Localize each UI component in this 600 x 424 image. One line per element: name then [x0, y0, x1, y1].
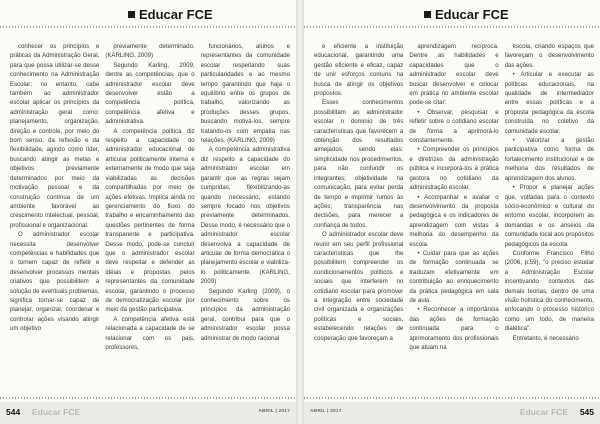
text-columns	[10, 42, 290, 398]
header-brand: Educar FCE	[435, 6, 509, 22]
footer-date: ABRIL | 2017	[258, 409, 290, 414]
paragraph: previamente determinado. (KARLING, 2009)	[105, 43, 195, 60]
paragraph: • Valorizar a gestão participativa como forma de fortalecimento institucional e de melhoria dos resultados de aprendizagem dos alunos.	[504, 137, 594, 182]
paragraph: Conforme Francisco Filho (2006, p.59), "o preciso estudar a Administração Escolar incentivando contextos das demais teorias, dentro de uma visão holística do conhecimento, enfocando o processo histórico como um todo, de maneira dialética".	[504, 249, 594, 333]
column-3	[505, 42, 594, 398]
paragraph: • Acompanhar e avaliar o desenvolvimento da proposta pedagógica e os indicadores de aprendizagem com vistas à melhoria do desempenho da escola.	[409, 193, 499, 248]
page-number: 545	[579, 407, 594, 417]
paragraph: O administrador escolar deve reunir em seu perfil profissional características que lhe possibilitem compreender os condicionamentos políticos e sociais que interferem no cotidiano escolar para promover a integração entre sociedade civil organizada e organizações políticas e sociais, estabelecendo relações de cooperação que favoreçam a	[314, 231, 404, 342]
page-header	[424, 6, 509, 22]
column-1	[314, 42, 403, 398]
header-brand: Educar FCE	[139, 6, 213, 22]
column-3	[201, 42, 290, 398]
paragraph: Segundo Karling, 2009, dentre as competências, que o administrador escolar deve desenvolver estão a competência política, competência afetiva e administrativa.	[105, 61, 195, 126]
paragraph: • Observar, pesquisar e refletir sobre o cotidiano escolar de forma a aprimorá-lo constantemente.	[409, 108, 499, 145]
paragraph: • Cuidar para que as ações de formação continuada se traduzam efetivamente em contribuição ao enriquecimento da prática pedagógica em sala de aula.	[409, 249, 499, 304]
footer-brand: Educar FCE	[32, 407, 81, 417]
dotted-rule	[0, 26, 296, 28]
dotted-rule	[0, 397, 296, 399]
column-1	[10, 42, 99, 398]
dotted-rule	[304, 26, 600, 28]
page-header	[128, 6, 213, 22]
paragraph: funcionários, alunos e representantes da comunidade escolar respeitando suas particularidades e ao mesmo tempo garantindo que haja o equilíbrio entre os grupos de trabalho, valorizando as produções desses grupos, buscando motivá-los, sempre tratando-os com empatia nas relações. (KARLING, 2009)	[200, 43, 290, 145]
paragraph: • Compreender os princípios e diretrizes da administração pública e incorporá-los à prática gestora no cotidiano da administração escolar.	[409, 146, 499, 192]
column-2	[105, 42, 194, 398]
paragraph: Segundo Karling (2009), o conhecimento sobre os princípios da administração geral, contribui para que o administrador escolar possa administrar de modo racional	[200, 287, 290, 342]
square-icon	[424, 11, 431, 18]
footer-date: ABRIL | 2017	[310, 409, 342, 414]
paragraph: O administrador escolar necessita desenvolver competências e habilidades que o tornem capaz de refletir e desenvolver processos mentais criativos que possibilitem a solução de eventuais problemas, significa tornar-se capaz de planejar, organizar, coordenar e controlar ações visando atingir um objetivo	[10, 231, 100, 333]
paragraph: e eficiente a instituição educacional, garantindo uma gestão eficiente e eficaz, capaz de unir esforços comuns na busca de atingir os objetivos propostos.	[314, 43, 404, 98]
right-page	[304, 0, 600, 424]
paragraph: Entretanto, é necessário	[512, 334, 579, 342]
left-page	[0, 0, 296, 424]
page-footer	[0, 402, 296, 424]
page-number: 544	[6, 407, 21, 417]
paragraph: • Reconhecer a importância das ações de formação continuada para o aprimoramento dos profissionais que atuam na	[409, 306, 499, 351]
page-footer	[304, 402, 600, 424]
square-icon	[128, 11, 135, 18]
dotted-rule	[304, 397, 600, 399]
paragraph: A competência administrativa diz respeito a capacidade do administrador escolar em garantir que as regras sejam cumpridas, flexibilizando-as quando necessário, estando sempre focado nos objetivos previamente determinados. Desse modo, é necessário que o administrador escolar desenvolva a capacidade de articular de forma democrática o planejamento escolar e viabiliza-lo politicamente. (KARLING, 2009)	[200, 146, 290, 286]
footer-brand: Educar FCE	[519, 407, 568, 417]
column-2	[409, 42, 498, 398]
paragraph: escola, criando espaços que favoreçam o desenvolvimento das ações.	[504, 43, 594, 69]
text-columns	[314, 42, 594, 398]
paragraph: A competência afetiva está relacionada a capacidade de se relacionar com os pais, professores,	[105, 315, 195, 351]
paragraph: • Articular e executar as políticas educacionais, na qualidade de intermediador entre essas políticas e a proposta pedagógica da escola construída no coletivo da comunidade escolar.	[504, 71, 594, 135]
paragraph: A competência política diz respeito a capacidade do administrador educacional de articular politicamente interna e externamente de modo que seja viabilizadas as decisões compartilhadas por meio de ações efetivas. Implica ainda no gerenciamento do fluxo do trabalho e encaminhamento das questões pertinentes de forma transparente e participativa. Desse modo, pode-se concluir que o administrador escolar deve respeitar e defender as idéias e propostas pelos representantes da comunidade escolar, garantindo o processo de democratização escolar por meio da gestão participativa.	[105, 127, 195, 314]
paragraph: aprendizagem recíproca. Dentre as habilidades e capacidades que o administrador escolar deve buscar desenvolver e colocar em prática no ambiente escolar pode-se citar:	[409, 43, 499, 107]
book-gutter	[296, 0, 304, 424]
paragraph: conhecer os princípios e práticas da Administração Geral, para que possa utilizar-se desse conhecimento na Administração Escolar; no entanto, cabe também ao administrador escolar aplicar os princípios da administração geral como: planejamento, organização, direção e controle, por meio do bom senso, da reflexão e da flexibilidade, agindo como líder, buscando atingir as metas e objetivos previamente determinados por meio da motivação pessoal e da construção contínua de um ambiente favorável ao crescimento intelectual, pessoal, profissional e organizacional.	[10, 43, 100, 229]
paragraph: Esses conhecimentos possibilitam ao administrador escolar o domínio de três características que favorecem a obtenção dos resultados almejados, sendo elas: simplicidade nos procedimentos, para não confundir os integrantes; objetividade na comunicação, para evitar perda de tempo e imprimir rumos às ações; transparência nas decisões, para merecer a confiança de todos.	[314, 99, 404, 229]
paragraph: • Propor e planejar ações que, voltadas para o contexto sócio-econômico e cultural do entorno escolar, incorporem as demandas e os anseios da comunidade local aos propósitos pedagógicos da escola.	[504, 184, 594, 248]
